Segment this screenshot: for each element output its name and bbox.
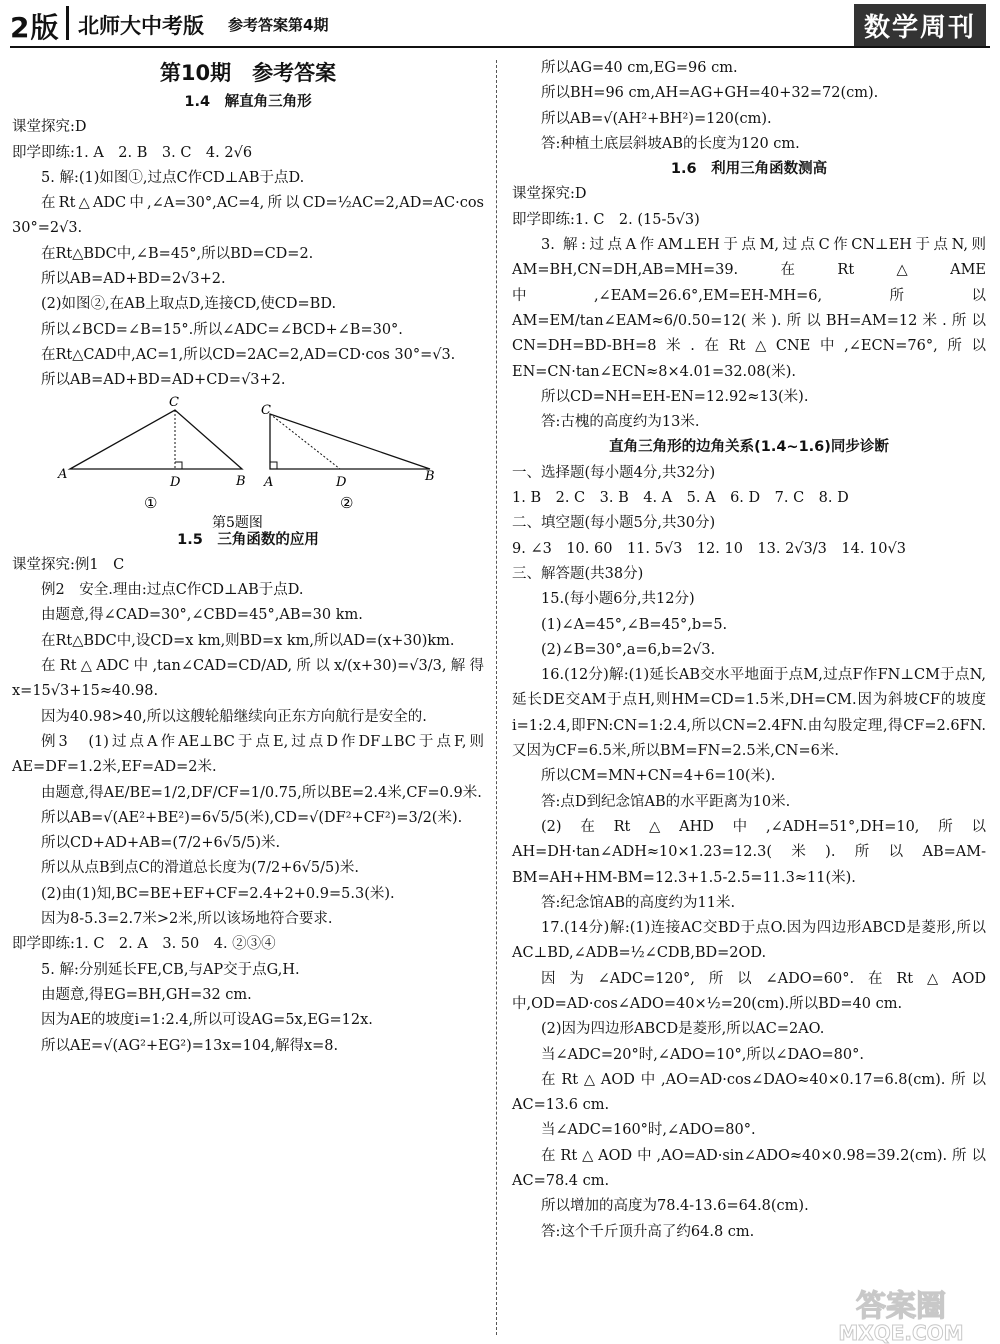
answer-line: 3. 解:过点A作AM⊥EH于点M,过点C作CN⊥EH于点N,则AM=BH,CN=DH,AB=MH=39.在Rt△AME中,∠EAM=26.6°,EM=EH-MH=6,所以AM=EM/tan∠EAM≈6/0.50=12(米).所以BH=AM=12米.所以CN=DH=BD-BH=8米.在Rt△CNE中,∠ECN=76°,所以EN=CN·tan∠ECN≈8×4.01=32.08(米). — [512, 237, 986, 380]
answer-line: 在Rt△ADC中,tan∠CAD=CD/AD,所以x/(x+30)=√3/3,解得x=15√3+15≈40.98. — [12, 658, 484, 700]
answer-line: 所以BH=96 cm,AH=AG+GH=40+32=72(cm). — [541, 85, 879, 102]
answer-line: 5. 解:分别延长FE,CB,与AP交于点G,H. — [41, 961, 300, 978]
answer-line: 所以AE=√(AG²+EG²)=13x=104,解得x=8. — [41, 1037, 339, 1054]
fig1-point-b: B — [236, 473, 246, 489]
answer-line: 因为40.98>40,所以这艘轮船继续向正东方向航行是安全的. — [41, 708, 427, 725]
answer-line: 所以CD=NH=EH-EN=12.92≈13(米). — [541, 388, 809, 405]
answer-line: 所以AB=√(AE²+BE²)=6√5/5(米),CD=√(DF²+CF²)=3/2(米). — [41, 809, 463, 826]
answer-line: 所以AB=AD+BD=2√3+2. — [41, 271, 226, 288]
answer-line: 因为∠ADC=120°,所以∠ADO=60°.在Rt△AOD中,OD=AD·cos∠ADO=40×½=20(cm).所以BD=40 cm. — [512, 970, 986, 1012]
answer-line: 课堂探究:D — [512, 186, 587, 203]
fig2-point-b: B — [425, 468, 435, 484]
answer-line: 在Rt△BDC中,∠B=45°,所以BD=CD=2. — [41, 245, 314, 262]
edition-label: 北师大中考版 — [78, 14, 204, 38]
answer-line: (1)∠A=45°,∠B=45°,b=5. — [541, 616, 728, 633]
answer-line: 课堂探究:例1 C — [12, 556, 125, 573]
answer-line: 例3 (1)过点A作AE⊥BC于点E,过点D作DF⊥BC于点F,则AE=DF=1.2米,EF=AD=2米. — [12, 733, 484, 776]
answer-line: 即学即练:1. C 2. (15-5√3) — [512, 211, 700, 228]
answer-line: 因为AE的坡度i=1:2.4,所以可设AG=5x,EG=12x. — [41, 1012, 373, 1029]
fig2-point-a: A — [264, 474, 274, 490]
header-divider — [66, 6, 69, 40]
answer-line: 一、选择题(每小题4分,共32分) — [512, 464, 716, 481]
answer-line: 由题意,得EG=BH,GH=32 cm. — [41, 986, 252, 1003]
left-column-body — [12, 90, 484, 1059]
answer-line: 例2 安全.理由:过点C作CD⊥AB于点D. — [41, 582, 304, 599]
right-column — [512, 56, 986, 1245]
section-heading: 1.5 三角函数的应用 — [177, 531, 319, 548]
fig1-point-d: D — [170, 474, 181, 490]
answer-line: (2)由(1)知,BC=BE+EF+CF=2.4+2+0.9=5.3(米). — [41, 885, 395, 902]
answer-line: 答:点D到纪念馆AB的水平距离为10米. — [541, 793, 791, 810]
answer-line: 1. B 2. C 3. B 4. A 5. A 6. D 7. C 8. D — [512, 490, 849, 507]
header-rule — [10, 46, 990, 48]
answer-line: 在Rt△AOD中,AO=AD·sin∠ADO≈40×0.98=39.2(cm).所以AC=78.4 cm. — [512, 1147, 986, 1190]
answer-line: 5. 解:(1)如图①,过点C作CD⊥AB于点D. — [41, 169, 305, 186]
right-column-body — [512, 56, 986, 1245]
answer-line: 在Rt△CAD中,AC=1,所以CD=2AC=2,AD=CD·cos 30°=√3. — [41, 346, 456, 363]
answer-line: 所以CD+AD+AB=(7/2+6√5/5)米. — [41, 835, 281, 852]
section-heading: 直角三角形的边角关系(1.4~1.6)同步诊断 — [609, 439, 889, 456]
answer-line: 所以AB=AD+BD=AD+CD=√3+2. — [41, 372, 286, 389]
answer-line: (2)在Rt△AHD中,∠ADH=51°,DH=10,所以AH=DH·tan∠ADH≈10×1.23=12.3(米).所以AB=AM-BM=AH+HM-BM=12.3+1.5-2.5=11.3≈11(米). — [512, 818, 986, 886]
answer-line: 9. ∠3 10. 60 11. 5√3 12. 10 13. 2√3/3 14. 10√3 — [512, 540, 906, 557]
fig1-label: ① — [144, 493, 158, 512]
column-divider — [496, 60, 497, 1335]
left-column — [12, 56, 484, 1059]
answer-line: (2)∠B=30°,a=6,b=2√3. — [541, 641, 716, 658]
page-title: 第10期 参考答案 — [159, 61, 337, 85]
answer-line: 15.(每小题6分,共12分) — [541, 591, 695, 608]
answer-line: 答:古槐的高度约为13米. — [541, 414, 700, 431]
answer-line: 答:这个千斤顶升高了约64.8 cm. — [541, 1223, 755, 1240]
answer-line: 因为8-5.3=2.7米>2米,所以该场地符合要求. — [41, 911, 333, 928]
answer-line: 当∠ADC=20°时,∠ADO=10°,所以∠DAO=80°. — [541, 1046, 864, 1063]
issue-subtitle: 参考答案第4期 — [228, 16, 329, 34]
svg-text:MXQE.COM: MXQE.COM — [838, 1321, 964, 1344]
svg-text:答案圈: 答案圈 — [856, 1289, 946, 1324]
answer-line: 答:种植土底层斜坡AB的长度为120 cm. — [541, 135, 800, 152]
section-heading: 1.4 解直角三角形 — [184, 94, 312, 110]
fig2-point-c: C — [261, 402, 271, 418]
answer-line: 三、解答题(共38分) — [512, 565, 644, 582]
fig2-point-d: D — [336, 474, 347, 490]
page-header — [0, 0, 1000, 48]
brand-badge: 数学周刊 — [854, 4, 986, 47]
answer-line: 由题意,得∠CAD=30°,∠CBD=45°,AB=30 km. — [41, 607, 363, 624]
page-number: 2版 — [10, 11, 60, 44]
answer-line: 17.(14分)解:(1)连接AC交BD于点O.因为四边形ABCD是菱形,所以AC⊥BD,∠ADB=½∠CDB,BD=2OD. — [512, 920, 986, 962]
watermark-logo — [816, 1282, 986, 1344]
section-heading: 1.6 利用三角函数测高 — [670, 161, 828, 178]
answer-line: 在Rt△BDC中,设CD=x km,则BD=x km,所以AD=(x+30)km. — [41, 632, 455, 649]
answer-line: 所以增加的高度为78.4-13.6=64.8(cm). — [541, 1198, 809, 1215]
answer-line: 在Rt△AOD中,AO=AD·cos∠DAO≈40×0.17=6.8(cm).所以AC=13.6 cm. — [512, 1071, 986, 1114]
fig1-point-c: C — [169, 394, 179, 410]
figure-problem-5 — [12, 394, 484, 528]
answer-line: 所以∠BCD=∠B=15°.所以∠ADC=∠BCD+∠B=30°. — [41, 321, 403, 338]
answer-line: 二、填空题(每小题5分,共30分) — [512, 515, 716, 532]
answer-line: 答:纪念馆AB的高度约为11米. — [541, 894, 736, 911]
answer-line: (2)如图②,在AB上取点D,连接CD,使CD=BD. — [41, 296, 337, 313]
triangle-figures — [12, 394, 484, 528]
answer-line: 即学即练:1. A 2. B 3. C 4. 2√6 — [12, 144, 253, 161]
figure-caption: 第5题图 — [212, 514, 263, 528]
answer-line: 即学即练:1. C 2. A 3. 50 4. ②③④ — [12, 936, 276, 953]
answer-line: 所以AB=√(AH²+BH²)=120(cm). — [541, 110, 772, 127]
answer-line: 所以AG=40 cm,EG=96 cm. — [541, 60, 738, 76]
answer-line: 16.(12分)解:(1)延长AB交水平地面于点M,过点F作FN⊥CM于点N,延长DE交AM于点H,则HM=CD=1.5米,DH=CM.因为斜坡CF的坡度i=1:2.4,即FN:CN=1:2.4,所以CN=2.4FN.由勾股定理,得CF=2.6FN.又因为CF=6.5米,所以BM=FN=2.5米,CN=6米. — [512, 667, 986, 760]
answer-line: 所以从点B到点C的滑道总长度为(7/2+6√5/5)米. — [41, 860, 359, 877]
answer-line: 当∠ADC=160°时,∠ADO=80°. — [541, 1122, 756, 1139]
answer-line: 所以CM=MN+CN=4+6=10(米). — [541, 768, 776, 785]
fig2-label: ② — [340, 493, 354, 512]
answer-line: 由题意,得AE/BE=1/2,DF/CF=1/0.75,所以BE=2.4米,CF=0.9米. — [41, 784, 482, 801]
fig1-point-a: A — [58, 466, 68, 482]
answer-line: 在Rt△ADC中,∠A=30°,AC=4,所以CD=½AC=2,AD=AC·cos 30°=2√3. — [12, 195, 484, 237]
answer-line: (2)因为四边形ABCD是菱形,所以AC=2AO. — [541, 1021, 825, 1038]
answer-line: 课堂探究:D — [12, 119, 87, 136]
